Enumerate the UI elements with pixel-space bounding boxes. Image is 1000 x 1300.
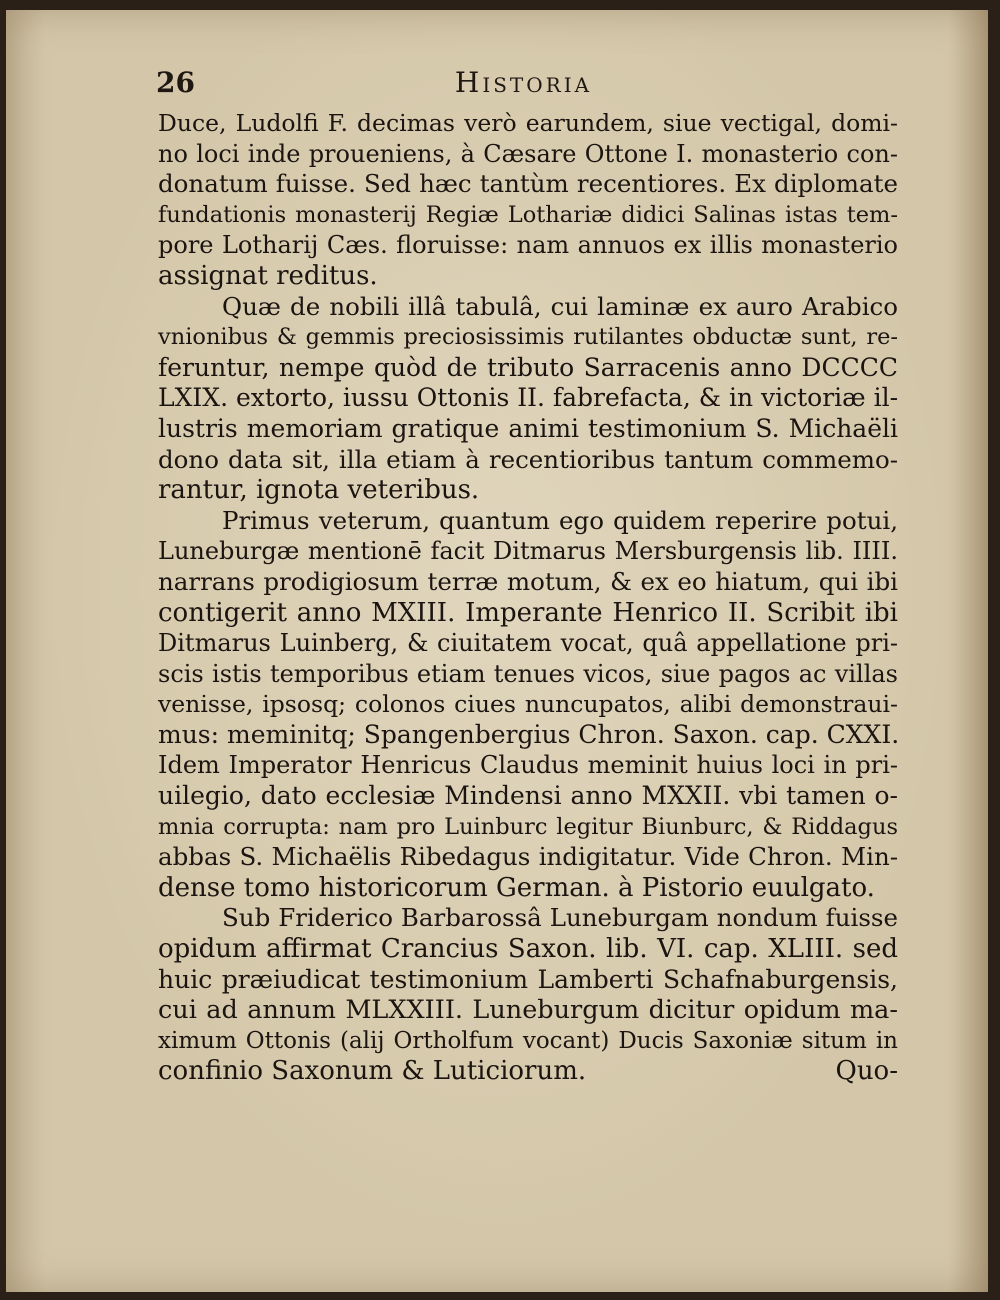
text-line: Quæ de nobili illâ tabulâ, cui laminæ ex auro Arabico <box>222 291 898 321</box>
text-line: Primus veterum, quantum ego quidem reperire potui, <box>222 505 898 535</box>
text-line: Sub Friderico Barbarossâ Luneburgam nondum fuisse <box>222 903 898 933</box>
text-line: dono data sit, illa etiam à recentioribus tantum commemo- <box>158 444 898 474</box>
catchword: Quo- <box>835 1056 898 1087</box>
text-line: rantur, ignota veteribus. <box>158 475 480 506</box>
text-line: cui ad annum MLXXIII. Luneburgum dicitur opidum ma- <box>158 995 898 1026</box>
text-line: mus: meminitq; Spangenbergius Chron. Saxon. cap. CXXI. <box>158 719 900 749</box>
text-line: venisse, ipsosq; colonos ciues nuncupatos, alibi demonstraui- <box>158 690 898 719</box>
text-line: feruntur, nempe quòd de tributo Sarracenis anno DCCCC <box>158 352 898 382</box>
text-line: ximum Ottonis (alij Ortholfum vocant) Ducis Saxoniæ situm in <box>158 1027 898 1054</box>
text-line: Ditmarus Luinberg, & ciuitatem vocat, quâ appellatione pri- <box>158 629 898 658</box>
text-line: fundationis monasterij Regiæ Lothariæ didici Salinas istas tem- <box>158 201 898 228</box>
body-text <box>158 108 898 1087</box>
text-line: pore Lotharij Cæs. floruisse: nam annuos ex illis monasterio <box>158 231 898 260</box>
text-line: Duce, Ludolfi F. decimas verò earundem, siue vectigal, domi- <box>158 109 898 137</box>
text-line: vnionibus & gemmis preciosissimis rutilantes obductæ sunt, re- <box>158 324 898 351</box>
text-line: Idem Imperator Henricus Claudus meminit huius loci in pri- <box>158 751 898 780</box>
text-line: lustris memoriam gratique animi testimonium S. Michaëli <box>158 413 898 443</box>
paragraph <box>158 292 898 506</box>
text-line: scis istis temporibus etiam tenues vicos, siue pagos ac villas <box>158 659 898 688</box>
text-line: opidum affirmat Crancius Saxon. lib. VI. cap. XLIII. sed <box>158 934 898 965</box>
text-line: mnia corrupta: nam pro Luinburc legitur Biunburc, & Riddagus <box>158 813 898 840</box>
running-head: Historia <box>454 66 593 99</box>
text-line: assignat reditus. <box>158 260 378 291</box>
text-line: uilegio, dato ecclesiæ Mindensi anno MXXII. vbi tamen o- <box>158 781 898 811</box>
text-line: donatum fuisse. Sed hæc tantùm recentiores. Ex diplomate <box>158 169 898 199</box>
text-line: huic præiudicat testimonium Lamberti Schafnaburgensis, <box>158 964 898 994</box>
text-line: no loci inde proueniens, à Cæsare Ottone I. monasterio con- <box>158 139 898 168</box>
text-line: contigerit anno MXIII. Imperante Henrico II. Scribit ibi <box>158 597 898 628</box>
final-line <box>158 1056 898 1087</box>
text-line: Luneburgæ mentionē facit Ditmarus Mersburgensis lib. IIII. <box>158 537 898 566</box>
final-line-text: confinio Saxonum & Luticiorum. <box>158 1056 587 1087</box>
text-line: dense tomo historicorum German. à Pistorio euulgato. <box>158 872 875 903</box>
page-header <box>156 66 891 106</box>
paragraph <box>158 903 898 1056</box>
book-page <box>6 10 988 1292</box>
page-number: 26 <box>156 66 195 99</box>
paragraph-container <box>158 108 898 1056</box>
paragraph <box>158 506 898 904</box>
paragraph <box>158 108 898 292</box>
text-line: LXIX. extorto, iussu Ottonis II. fabrefacta, & in victoriæ il- <box>158 383 899 413</box>
text-line: narrans prodigiosum terræ motum, & ex eo hiatum, qui ibi <box>158 566 898 596</box>
text-line: abbas S. Michaëlis Ribedagus indigitatur. Vide Chron. Min- <box>158 842 898 872</box>
